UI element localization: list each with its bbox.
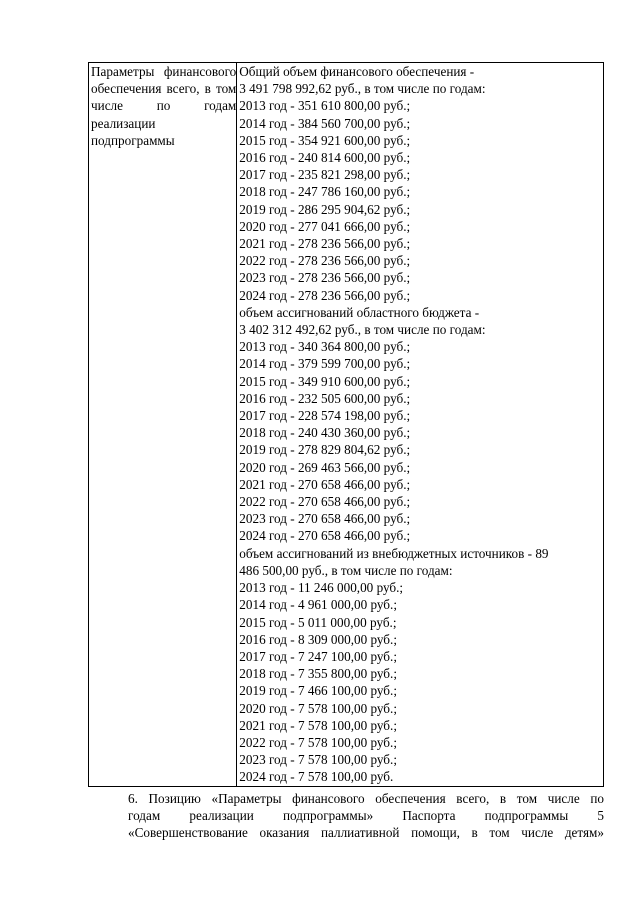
funding-line: 2015 год - 354 921 600,00 руб.; <box>239 132 411 148</box>
funding-line: 2023 год - 270 658 466,00 руб.; <box>239 511 411 527</box>
funding-line: 2015 год - 5 011 000,00 руб.; <box>239 614 397 630</box>
funding-line: объем ассигнований областного бюджета - <box>239 304 480 320</box>
funding-line: 2014 год - 379 599 700,00 руб.; <box>239 356 411 372</box>
funding-line: 2019 год - 278 829 804,62 руб.; <box>239 442 411 458</box>
funding-line: 2024 год - 7 578 100,00 руб. <box>239 769 394 785</box>
funding-line: 2020 год - 277 041 666,00 руб.; <box>239 218 411 234</box>
funding-line: 2013 год - 340 364 800,00 руб.; <box>239 339 411 355</box>
funding-line: 2014 год - 4 961 000,00 руб.; <box>239 597 397 613</box>
funding-line: 2017 год - 7 247 100,00 руб.; <box>239 648 397 664</box>
funding-line: 2019 год - 286 295 904,62 руб.; <box>239 201 411 217</box>
table-row <box>89 63 604 787</box>
funding-line: 2020 год - 269 463 566,00 руб.; <box>239 459 411 475</box>
paragraph-line: «Совершенствование оказания паллиативной помощи, в том числе детям» <box>128 825 604 841</box>
funding-line: 2014 год - 384 560 700,00 руб.; <box>239 115 411 131</box>
funding-line: 2018 год - 240 430 360,00 руб.; <box>239 425 411 441</box>
funding-line: 3 491 798 992,62 руб., в том числе по годам: <box>239 81 486 97</box>
funding-line: 2021 год - 7 578 100,00 руб.; <box>239 717 397 733</box>
funding-line: 2022 год - 278 236 566,00 руб.; <box>239 253 411 269</box>
funding-line: 2020 год - 7 578 100,00 руб.; <box>239 700 397 716</box>
paragraph-line: годам реализации подпрограммы» Паспорта подпрограммы 5 <box>128 808 604 824</box>
funding-line: 2016 год - 232 505 600,00 руб.; <box>239 390 411 406</box>
funding-line: 3 402 312 492,62 руб., в том числе по годам: <box>239 322 486 338</box>
funding-line: 2024 год - 278 236 566,00 руб.; <box>239 287 411 303</box>
funding-line: Общий объем финансового обеспечения - <box>239 64 475 79</box>
paragraph-line: 6. Позицию «Параметры финансового обеспечения всего, в том числе по <box>128 791 604 806</box>
funding-line: 2022 год - 7 578 100,00 руб.; <box>239 734 397 750</box>
funding-line: 2017 год - 228 574 198,00 руб.; <box>239 408 411 424</box>
funding-line: 2017 год - 235 821 298,00 руб.; <box>239 167 411 183</box>
funding-line: 2023 год - 278 236 566,00 руб.; <box>239 270 411 286</box>
funding-line: 2016 год - 240 814 600,00 руб.; <box>239 150 411 166</box>
financing-parameters-table <box>88 62 604 787</box>
parameter-name-cell: Параметры финансового обеспечения всего, в том числе по годам реализации подпрограммы <box>89 63 237 787</box>
amendment-paragraph <box>88 790 604 842</box>
funding-line: объем ассигнований из внебюджетных источников - 89 <box>239 545 549 561</box>
funding-line: 2018 год - 7 355 800,00 руб.; <box>239 666 397 682</box>
funding-line: 2013 год - 11 246 000,00 руб.; <box>239 580 404 596</box>
funding-line: 2019 год - 7 466 100,00 руб.; <box>239 683 397 699</box>
funding-line: 2016 год - 8 309 000,00 руб.; <box>239 631 397 647</box>
funding-line: 2022 год - 270 658 466,00 руб.; <box>239 494 411 510</box>
funding-line: 486 500,00 руб., в том числе по годам: <box>239 562 453 578</box>
funding-line: 2024 год - 270 658 466,00 руб.; <box>239 528 411 544</box>
funding-lines <box>239 63 603 786</box>
funding-line: 2021 год - 270 658 466,00 руб.; <box>239 476 411 492</box>
funding-line: 2013 год - 351 610 800,00 руб.; <box>239 98 411 114</box>
parameter-value-cell <box>237 63 604 787</box>
funding-line: 2015 год - 349 910 600,00 руб.; <box>239 373 411 389</box>
funding-line: 2018 год - 247 786 160,00 руб.; <box>239 184 411 200</box>
funding-line: 2023 год - 7 578 100,00 руб.; <box>239 752 397 768</box>
funding-line: 2021 год - 278 236 566,00 руб.; <box>239 236 411 252</box>
